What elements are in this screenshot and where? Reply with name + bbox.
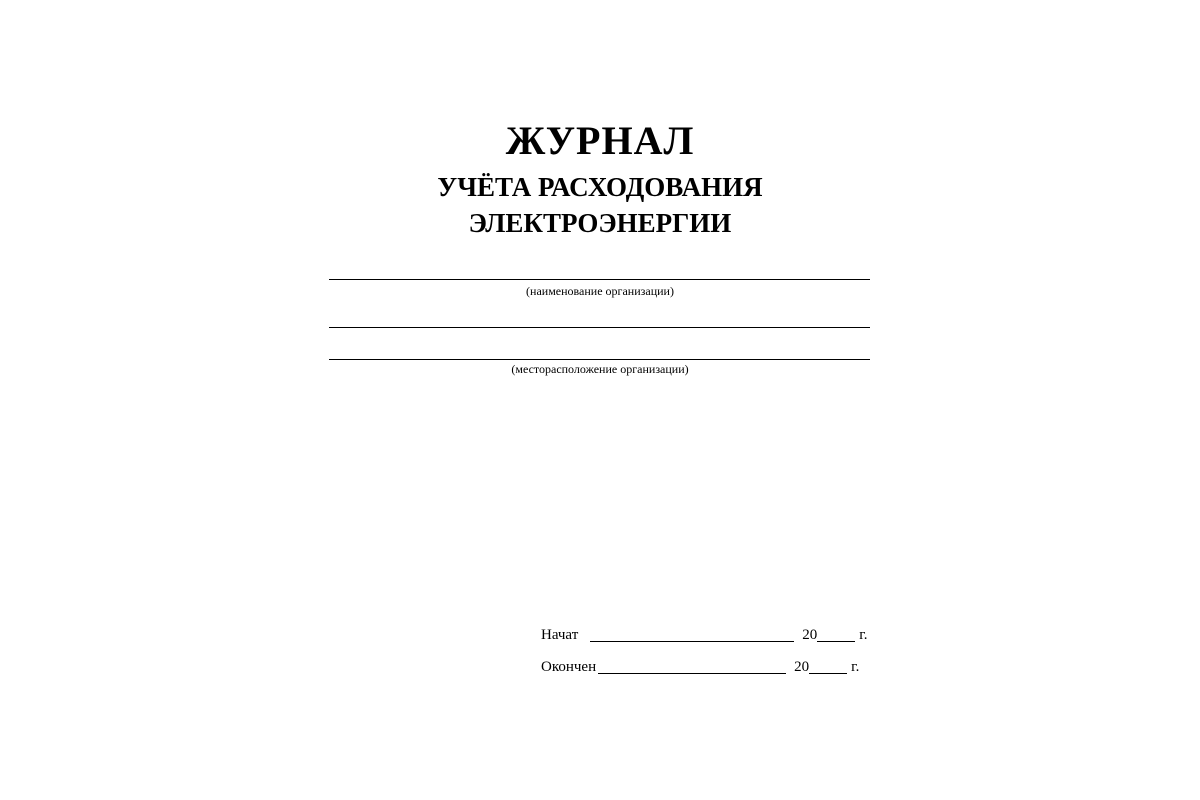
- end-date-row: [541, 654, 859, 676]
- journal-title: ЖУРНАЛ: [505, 118, 695, 163]
- start-date-label: Начат: [541, 627, 579, 643]
- journal-subtitle-line1: УЧЁТА РАСХОДОВАНИЯ: [437, 172, 763, 202]
- end-date-blank: [598, 657, 786, 674]
- org-location-line-2: [329, 359, 870, 360]
- org-name-caption: (наименование организации): [526, 284, 674, 298]
- end-year-prefix: 20: [794, 659, 810, 675]
- start-year-blank: [817, 625, 855, 642]
- start-year-prefix: 20: [802, 627, 818, 643]
- end-date-label: Окончен: [541, 659, 597, 675]
- start-date-row: [541, 622, 867, 644]
- end-year-suffix: г.: [851, 659, 860, 675]
- start-date-blank: [590, 625, 794, 642]
- journal-subtitle-line2: ЭЛЕКТРОЭНЕРГИИ: [468, 208, 732, 238]
- start-year-suffix: г.: [859, 627, 868, 643]
- org-name-line: [329, 279, 870, 280]
- org-location-caption: (месторасположение организации): [511, 362, 689, 376]
- org-location-line-1: [329, 327, 870, 328]
- end-year-blank: [809, 657, 847, 674]
